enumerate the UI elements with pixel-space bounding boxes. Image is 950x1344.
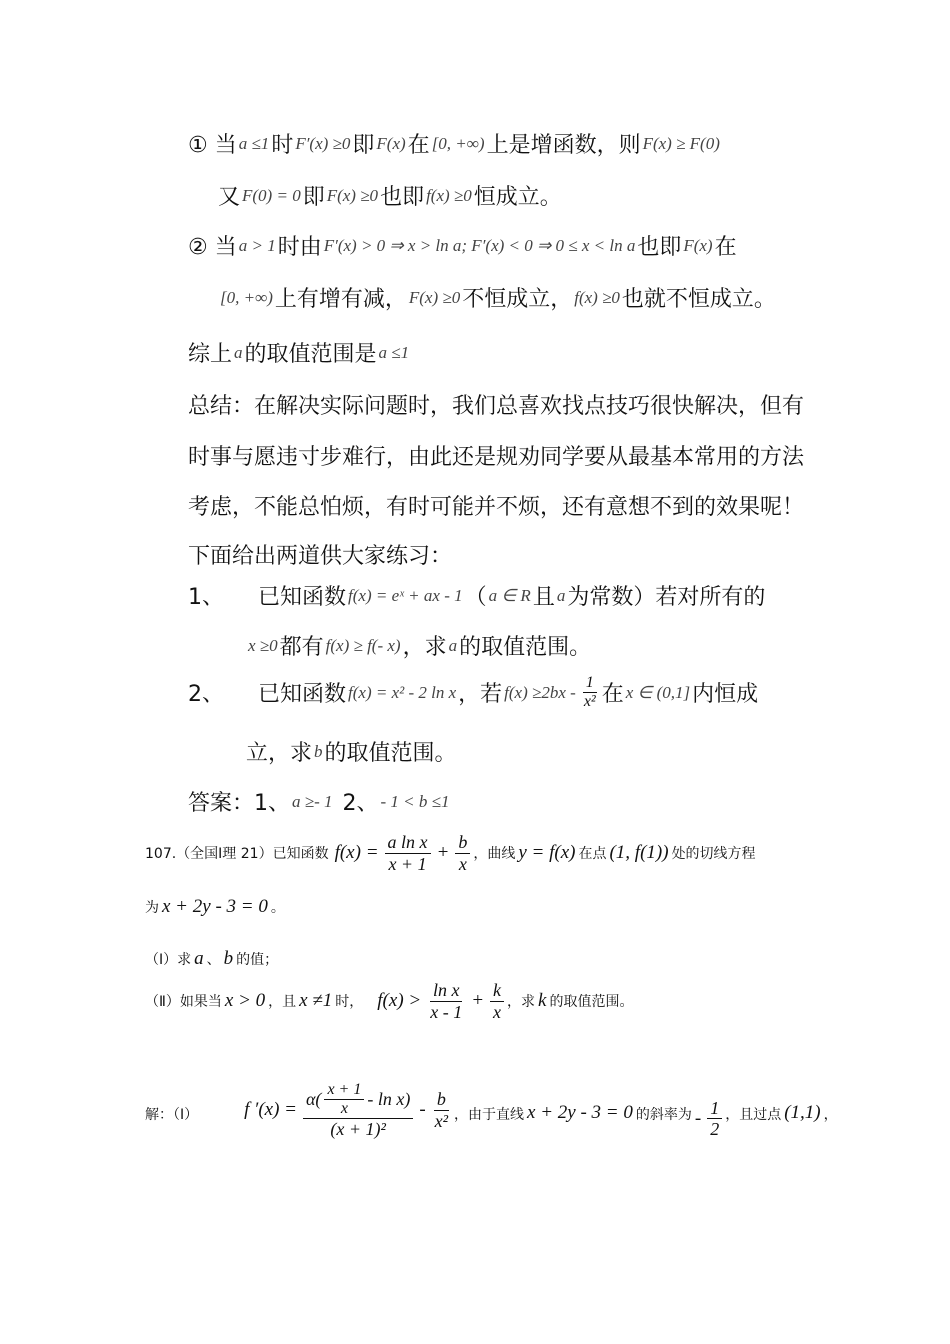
text: 也就不恒成立。: [621, 287, 776, 312]
math: f(x) ≥0: [426, 185, 472, 205]
exercise-1-line-1: [188, 580, 765, 611]
conclusion-paragraph-line-2: [188, 440, 804, 471]
text: 总结：在解决实际问题时，我们总喜欢找点技巧很快解决，但有: [188, 394, 805, 419]
text: ，由于直线: [454, 1107, 525, 1123]
math: x ≠1: [299, 990, 333, 1011]
exercise-1-line-2: [246, 630, 591, 661]
math: f(x) = eˣ + ax - 1: [348, 585, 463, 605]
numerator-start: α(: [305, 1089, 322, 1110]
conclusion-paragraph-line-3: [188, 490, 804, 521]
text: 处的切线方程: [671, 846, 756, 862]
numerator: b: [434, 1089, 449, 1111]
math: a ≥- 1: [292, 791, 333, 811]
math: F(x): [376, 133, 406, 153]
numerator: b: [455, 832, 470, 854]
text: 恒成立。: [473, 185, 562, 210]
case-2-line: [188, 230, 737, 261]
text: 综上: [188, 342, 233, 367]
conclusion-paragraph-line-1: [188, 389, 804, 420]
text: ，求: [402, 635, 447, 660]
case-1-line: [188, 128, 722, 159]
text: 内恒成: [692, 682, 759, 708]
text: 时: [271, 133, 294, 158]
math: f ′(x) =: [244, 1099, 297, 1121]
text: 为: [145, 900, 159, 916]
denominator: x + 1: [388, 853, 427, 874]
text: 的取值范围。: [324, 741, 457, 766]
problem-107-line-2: [145, 896, 285, 918]
exercise-number: 1、: [188, 585, 224, 610]
text: ② 当: [188, 235, 237, 260]
text: 下面给出两道供大家练习：: [188, 544, 453, 569]
math: (1, f(1)): [609, 842, 669, 863]
math: b: [223, 948, 234, 969]
math: f(x) ≥0: [574, 287, 620, 307]
denominator: x: [458, 853, 467, 874]
plus-sign: +: [436, 842, 450, 863]
math: F(x) ≥0: [326, 185, 379, 205]
fraction: [707, 1098, 722, 1140]
text: 107.（全国Ⅰ理 21）已知函数: [145, 846, 329, 862]
math: a ≤1: [238, 133, 270, 153]
math: -: [694, 1107, 702, 1129]
text: 都有: [279, 635, 324, 660]
math: (1,1): [784, 1102, 821, 1123]
text: 已知函数: [258, 682, 347, 708]
math: a > 1: [238, 235, 276, 255]
text: 在: [714, 235, 737, 260]
denominator: x - 1: [430, 1001, 463, 1022]
text: 的值；: [236, 952, 279, 968]
problem-107-line-1: [145, 824, 756, 882]
text: ① 当: [188, 133, 237, 158]
math: - 1 < b ≤1: [380, 791, 450, 811]
problem-107-part-2: [145, 972, 633, 1030]
solution-line: [145, 1048, 838, 1144]
text: 的斜率为: [635, 1107, 692, 1123]
text: 上有增有减，: [274, 287, 407, 312]
text: （Ⅰ）求: [145, 952, 192, 968]
exercise-2-line-1: [188, 674, 758, 712]
case-1-conclusion: [218, 180, 562, 211]
numerator-end: - ln x): [367, 1089, 411, 1110]
text: 也即: [380, 185, 425, 210]
fraction: [432, 1089, 451, 1131]
text: 即: [352, 133, 375, 158]
numerator: ln x: [430, 980, 463, 1002]
text: 在: [407, 133, 430, 158]
math: F(x) ≥ F(0): [642, 133, 720, 153]
text: ，若: [458, 682, 503, 708]
text: 。: [270, 900, 285, 916]
slope-value: [692, 1098, 725, 1140]
math: a: [194, 948, 204, 969]
plus-sign: +: [471, 990, 485, 1011]
math: f(x) ≥2bx -: [504, 682, 576, 702]
denominator: 2: [710, 1119, 720, 1140]
text: 的取值范围。: [459, 635, 592, 660]
text: 已知函数: [258, 585, 347, 610]
math: k: [538, 990, 547, 1011]
text: 且: [532, 585, 555, 610]
text: 的取值范围是: [244, 342, 377, 367]
text: 2、: [342, 791, 379, 816]
text: 上是增函数，则: [486, 133, 641, 158]
text: 在点: [578, 846, 607, 862]
text: 答案：1、: [188, 791, 290, 816]
text: 为常数）若对所有的: [567, 585, 766, 610]
text: 时事与愿违寸步难行，由此还是规劝同学要从最基本常用的方法: [188, 445, 805, 470]
inner-numerator: x + 1: [324, 1081, 364, 1100]
math: x ≥0: [248, 635, 278, 655]
text: ，且: [268, 994, 297, 1010]
answers-line: [188, 786, 451, 817]
text: 即: [302, 185, 325, 210]
math: [0, +∞): [431, 133, 485, 153]
math: f(x) >: [377, 990, 422, 1011]
case-2-conclusion: [218, 282, 776, 313]
exercise-2-line-2: [246, 736, 457, 767]
text: 在: [601, 682, 624, 708]
math: x > 0: [224, 990, 266, 1011]
math: x ∈ (0,1]: [625, 682, 691, 702]
math: F(x) ≥0: [408, 287, 461, 307]
text: 也即: [637, 235, 682, 260]
text: ，曲线: [473, 846, 516, 862]
text: ，求: [507, 994, 536, 1010]
fraction: [581, 674, 599, 712]
text: 考虑，不能总怕烦，有时可能并不烦，还有意想不到的效果呢！: [188, 495, 805, 520]
text: 不恒成立，: [462, 287, 573, 312]
text: （Ⅱ）如果当: [145, 994, 222, 1010]
text: 又: [218, 185, 241, 210]
math: a: [234, 342, 243, 362]
math: F(0) = 0: [242, 185, 301, 205]
math: x + 2y - 3 = 0: [527, 1102, 633, 1123]
exercise-number: 2、: [188, 682, 224, 708]
inner-denominator: x: [340, 1099, 348, 1117]
derivative-expression: [198, 1081, 454, 1140]
text: 立，求: [246, 741, 313, 766]
math: [0, +∞): [220, 287, 273, 307]
minus-sign: -: [419, 1099, 426, 1121]
math: f(x) = x² - 2 ln x: [348, 682, 457, 702]
inner-fraction: [324, 1081, 364, 1119]
text: （: [464, 585, 487, 610]
text: 时由: [277, 235, 322, 260]
math: b: [314, 741, 323, 761]
denominator: (x + 1)²: [330, 1119, 386, 1140]
numerator: a ln x: [385, 832, 431, 854]
math: F′(x) > 0 ⇒ x > ln a; F′(x) < 0 ⇒ 0 ≤ x < ln a: [323, 235, 636, 255]
problem-107-part-1: [145, 948, 278, 970]
numerator: k: [490, 980, 504, 1002]
denominator: x²: [583, 693, 596, 711]
math: f(x) ≥ f(- x): [325, 635, 401, 655]
math: f(x) =: [334, 842, 379, 863]
text: 解：（Ⅰ）: [145, 1107, 199, 1123]
fraction: [490, 980, 504, 1022]
math: x + 2y - 3 = 0: [162, 896, 268, 917]
math: y = f(x): [518, 842, 576, 863]
fraction: [455, 832, 470, 874]
math: F′(x) ≥0: [295, 133, 351, 153]
math: a: [448, 635, 458, 655]
exercise-intro: [188, 539, 452, 570]
math: F(x): [683, 235, 713, 255]
math: a ∈ R: [488, 585, 531, 605]
text: 、: [206, 952, 221, 968]
text: 时，: [335, 994, 364, 1010]
fraction: [303, 1081, 413, 1140]
denominator: x: [493, 1001, 502, 1022]
fraction: [385, 832, 431, 874]
numerator: 1: [583, 674, 597, 693]
text: ，: [823, 1107, 838, 1123]
numerator: [303, 1081, 413, 1120]
numerator: 1: [707, 1098, 722, 1120]
text: ，且过点: [725, 1107, 782, 1123]
denominator: x²: [434, 1110, 449, 1131]
fraction: [427, 980, 465, 1022]
summary-range: [188, 337, 411, 368]
math: a ≤1: [378, 342, 410, 362]
math: a: [556, 585, 566, 605]
text: 的取值范围。: [549, 994, 634, 1010]
